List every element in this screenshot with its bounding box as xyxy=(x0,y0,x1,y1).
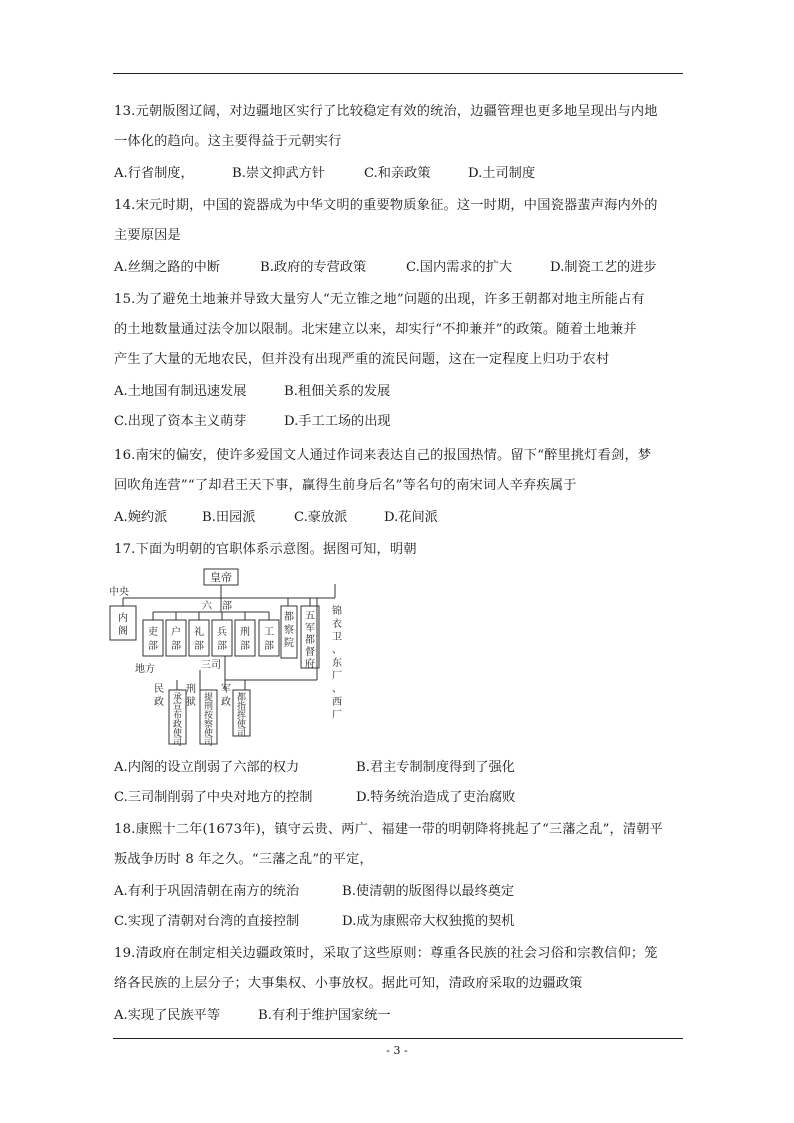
diagram-ministry-3: 兵部 xyxy=(217,627,227,652)
q16-options xyxy=(114,508,438,528)
diagram-central-label: 中央 xyxy=(109,587,129,598)
diagram-three-offices-label: 三司 xyxy=(201,660,221,671)
footer-rule xyxy=(113,1038,683,1039)
ming-official-system-diagram xyxy=(105,566,355,746)
diagram-censorate xyxy=(284,610,294,649)
q15-option-c[interactable]: C.出现了资本主义萌芽 xyxy=(114,414,247,429)
diagram-six-ministries-label: 六 部 xyxy=(202,601,232,612)
diagram-cabinet xyxy=(118,611,128,637)
q14-options xyxy=(114,258,657,278)
q13-option-c[interactable]: C.和亲政策 xyxy=(364,166,431,181)
q18-option-a[interactable]: A.有利于巩固清朝在南方的统治 xyxy=(114,884,300,899)
q17-option-a[interactable]: A.内阁的设立削弱了六部的权力 xyxy=(114,760,300,775)
q18-options-row1 xyxy=(114,882,514,902)
q16-stem-line2: 回吹角连营”“了却君王天下事，赢得生前身后名”等名句的南宋词人辛弃疾属于 xyxy=(114,478,577,493)
q16-option-d[interactable]: D.花间派 xyxy=(384,510,438,525)
q17-option-d[interactable]: D.特务统治造成了吏治腐败 xyxy=(356,790,516,805)
q16-option-b[interactable]: B.田园派 xyxy=(202,510,256,525)
diagram-cabinet-text: 内阁 xyxy=(118,613,128,637)
diagram-ministry-2: 礼部 xyxy=(194,627,204,652)
diagram-function-justice-text: 刑狱 xyxy=(186,684,196,708)
q19-options xyxy=(114,1006,391,1026)
q15-stem-line2: 的土地数量通过法令加以限制。北宋建立以来，却实行“不抑兼并”的政策。随着土地兼并 xyxy=(114,322,637,337)
diagram-office-1: 提刑按察使司 xyxy=(203,693,214,746)
q15-option-d[interactable]: D.手工工场的出现 xyxy=(284,414,391,429)
diagram-ministry-5: 工部 xyxy=(264,627,274,652)
q15-option-b[interactable]: B.租佃关系的发展 xyxy=(284,384,391,399)
q17-options-row1 xyxy=(114,758,515,778)
diagram-censorate-text: 都察院 xyxy=(284,612,294,649)
q13-option-b[interactable]: B.崇文抑武方针 xyxy=(232,166,326,181)
diagram-function-civil-text: 民政 xyxy=(154,684,164,708)
q19-stem-line1: 19.清政府在制定相关边疆政策时，采取了这些原则：尊重各民族的社会习俗和宗教信仰；笼 xyxy=(114,946,658,961)
q13-stem-line1: 13.元朝版图辽阔，对边疆地区实行了比较稳定有效的统治，边疆管理也更多地呈现出与内地 xyxy=(114,104,658,119)
diagram-office-0: 承宣布政使司 xyxy=(172,693,183,746)
q14-option-a[interactable]: A.丝绸之路的中断 xyxy=(114,260,221,275)
q14-stem-line1: 14.宋元时期，中国的瓷器成为中华文明的重要物质象征。这一时期，中国瓷器蜚声海内外的 xyxy=(114,198,658,213)
q16-stem-line1: 16.南宋的偏安，使许多爱国文人通过作词来表达自己的报国热情。留下“醉里挑灯看剑，梦 xyxy=(114,448,652,463)
q13-stem-line2: 一体化的趋向。这主要得益于元朝实行 xyxy=(114,134,342,149)
q18-options-row2 xyxy=(114,912,515,932)
diagram-ministry-4: 刑部 xyxy=(240,627,250,652)
q14-option-d[interactable]: D.制瓷工艺的进步 xyxy=(550,260,657,275)
q14-stem-line2: 主要原因是 xyxy=(114,228,181,243)
q13-option-d[interactable]: D.土司制度 xyxy=(468,166,536,181)
diagram-ministry-0: 吏部 xyxy=(148,627,158,652)
q16-option-c[interactable]: C.豪放派 xyxy=(294,510,348,525)
q18-option-d[interactable]: D.成为康熙帝大权独揽的契机 xyxy=(342,914,515,929)
diagram-ministry-1: 户部 xyxy=(171,627,181,652)
header-rule xyxy=(113,73,683,74)
q19-stem-line2: 络各民族的上层分子；大事集权、小事放权。据此可知，清政府采取的边疆政策 xyxy=(114,976,583,991)
diagram-function-justice xyxy=(186,682,196,708)
diagram-offices xyxy=(173,691,246,746)
q15-option-a[interactable]: A.土地国有制迅速发展 xyxy=(114,384,247,399)
q13-option-a[interactable]: A.行省制度， xyxy=(114,166,194,181)
q19-option-b[interactable]: B.有利于维护国家统一 xyxy=(258,1008,391,1023)
q16-option-a[interactable]: A.婉约派 xyxy=(114,510,168,525)
diagram-function-army xyxy=(221,683,231,708)
q17-options-row2 xyxy=(114,788,515,808)
page-number: - 3 - xyxy=(386,1044,408,1057)
diagram-function-army-text: 军政 xyxy=(221,684,231,708)
q14-option-c[interactable]: C.国内需求的扩大 xyxy=(406,260,513,275)
q17-option-b[interactable]: B.君主专制制度得到了强化 xyxy=(356,760,515,775)
q17-stem-line1: 17.下面为明朝的官职体系示意图。据图可知，明朝 xyxy=(114,542,417,557)
q14-option-b[interactable]: B.政府的专营政策 xyxy=(260,260,367,275)
diagram-emperor: 皇帝 xyxy=(210,571,232,584)
q17-option-c[interactable]: C.三司制削弱了中央对地方的控制 xyxy=(114,790,313,805)
q15-stem-line3: 产生了大量的无地农民，但并没有出现严重的流民问题，这在一定程度上归功于农村 xyxy=(114,352,610,367)
q18-stem-line2: 叛战争历时 8 年之久。“三藩之乱”的平定， xyxy=(114,852,373,867)
diagram-local-label: 地方 xyxy=(135,664,155,675)
q18-stem-line1: 18.康熙十二年(1673年)，镇守云贵、两广、福建一带的明朝降将挑起了“三藩之乱”，清朝平 xyxy=(114,822,664,837)
diagram-secret-text: 锦衣卫、东厂、西厂 xyxy=(332,606,342,721)
q15-stem-line1: 15.为了避免土地兼并导致大量穷人“无立锥之地”问题的出现，许多王朝都对地主所能占有 xyxy=(114,292,645,307)
q15-options-row2 xyxy=(114,412,391,432)
q18-option-c[interactable]: C.实现了清朝对台湾的直接控制 xyxy=(114,914,300,929)
q19-option-a[interactable]: A.实现了民族平等 xyxy=(114,1008,221,1023)
diagram-military-text: 五军都督府 xyxy=(305,611,315,670)
diagram-function-civil xyxy=(154,683,164,708)
q13-options xyxy=(114,164,535,184)
diagram-secret-police xyxy=(332,604,342,721)
diagram-office-2: 都指挥使司 xyxy=(236,693,247,739)
diagram-military xyxy=(305,610,315,670)
q18-option-b[interactable]: B.使清朝的版图得以最终奠定 xyxy=(342,884,515,899)
q15-options-row1 xyxy=(114,382,390,402)
